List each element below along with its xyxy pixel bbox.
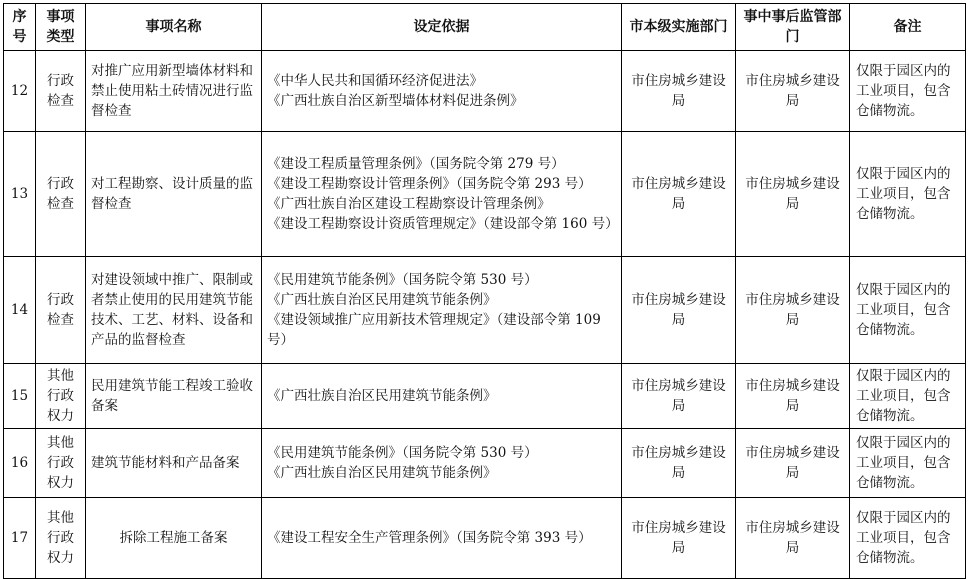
table-row bbox=[4, 132, 966, 257]
basis-cell bbox=[262, 51, 622, 132]
name-cell: 建筑节能材料和产品备案 bbox=[86, 429, 262, 498]
table-row bbox=[4, 257, 966, 364]
basis-cell bbox=[262, 257, 622, 364]
dept-cell: 市住房城乡建设局 bbox=[622, 498, 736, 579]
dept-cell: 市住房城乡建设局 bbox=[622, 132, 736, 257]
table-row bbox=[4, 429, 966, 498]
header-row bbox=[4, 4, 966, 51]
type-cell: 其他行政权力 bbox=[36, 498, 86, 579]
basis-line: 《建设工程勘察设计资质管理规定》（建设部令第 160 号） bbox=[267, 216, 619, 232]
supervise-cell: 市住房城乡建设局 bbox=[736, 498, 850, 579]
type-cell: 行政检查 bbox=[36, 51, 86, 132]
supervise-cell: 市住房城乡建设局 bbox=[736, 51, 850, 132]
header-dept: 市本级实施部门 bbox=[622, 4, 736, 51]
name-cell: 对建设领域中推广、限制或者禁止使用的民用建筑节能技术、工艺、材料、设备和产品的监督检查 bbox=[86, 257, 262, 364]
note-cell: 仅限于园区内的工业项目，包含仓储物流。 bbox=[850, 364, 966, 429]
seq-cell: 15 bbox=[4, 364, 36, 429]
name-cell: 对推广应用新型墙体材料和禁止使用粘土砖情况进行监督检查 bbox=[86, 51, 262, 132]
seq-cell: 17 bbox=[4, 498, 36, 579]
header-note: 备注 bbox=[850, 4, 966, 51]
basis-line: 《民用建筑节能条例》（国务院令第 530 号） bbox=[267, 445, 538, 461]
dept-cell: 市住房城乡建设局 bbox=[622, 51, 736, 132]
seq-cell: 16 bbox=[4, 429, 36, 498]
dept-cell: 市住房城乡建设局 bbox=[622, 257, 736, 364]
header-seq: 序号 bbox=[4, 4, 36, 51]
seq-cell: 13 bbox=[4, 132, 36, 257]
basis-line: 《建设工程质量管理条例》（国务院令第 279 号） bbox=[267, 156, 565, 172]
supervise-cell: 市住房城乡建设局 bbox=[736, 364, 850, 429]
name-cell: 拆除工程施工备案 bbox=[86, 498, 262, 579]
seq-cell: 14 bbox=[4, 257, 36, 364]
note-cell: 仅限于园区内的工业项目，包含仓储物流。 bbox=[850, 51, 966, 132]
basis-line: 《广西壮族自治区新型墙体材料促进条例》 bbox=[267, 93, 524, 109]
basis-line: 《民用建筑节能条例》（国务院令第 530 号） bbox=[267, 272, 538, 288]
basis-line: 《中华人民共和国循环经济促进法》 bbox=[267, 73, 483, 89]
header-name: 事项名称 bbox=[86, 4, 262, 51]
basis-line: 《广西壮族自治区民用建筑节能条例》 bbox=[267, 465, 497, 481]
type-cell: 其他行政权力 bbox=[36, 364, 86, 429]
header-basis: 设定依据 bbox=[262, 4, 622, 51]
basis-line: 《广西壮族自治区民用建筑节能条例》 bbox=[267, 292, 497, 308]
supervise-cell: 市住房城乡建设局 bbox=[736, 257, 850, 364]
basis-line: 《建设工程安全生产管理条例》（国务院令第 393 号） bbox=[267, 530, 592, 546]
dept-cell: 市住房城乡建设局 bbox=[622, 429, 736, 498]
type-cell: 行政检查 bbox=[36, 257, 86, 364]
basis-cell bbox=[262, 364, 622, 429]
table-row bbox=[4, 51, 966, 132]
type-cell: 其他行政权力 bbox=[36, 429, 86, 498]
basis-cell bbox=[262, 498, 622, 579]
basis-line: 《建设领域推广应用新技术管理规定》（建设部令第 109 号） bbox=[267, 312, 601, 348]
name-cell: 民用建筑节能工程竣工验收备案 bbox=[86, 364, 262, 429]
dept-cell: 市住房城乡建设局 bbox=[622, 364, 736, 429]
table-row bbox=[4, 364, 966, 429]
note-cell: 仅限于园区内的工业项目，包含仓储物流。 bbox=[850, 429, 966, 498]
note-cell: 仅限于园区内的工业项目，包含仓储物流。 bbox=[850, 498, 966, 579]
basis-cell bbox=[262, 132, 622, 257]
header-type: 事项类型 bbox=[36, 4, 86, 51]
seq-cell: 12 bbox=[4, 51, 36, 132]
basis-line: 《建设工程勘察设计管理条例》（国务院令第 293 号） bbox=[267, 176, 592, 192]
note-cell: 仅限于园区内的工业项目，包含仓储物流。 bbox=[850, 257, 966, 364]
supervise-cell: 市住房城乡建设局 bbox=[736, 132, 850, 257]
header-supervise: 事中事后监管部门 bbox=[736, 4, 850, 51]
table-row bbox=[4, 498, 966, 579]
supervise-cell: 市住房城乡建设局 bbox=[736, 429, 850, 498]
items-table bbox=[3, 3, 966, 579]
basis-line: 《广西壮族自治区民用建筑节能条例》 bbox=[267, 388, 497, 404]
basis-cell bbox=[262, 429, 622, 498]
type-cell: 行政检查 bbox=[36, 132, 86, 257]
name-cell: 对工程勘察、设计质量的监督检查 bbox=[86, 132, 262, 257]
basis-line: 《广西壮族自治区建设工程勘察设计管理条例》 bbox=[267, 196, 551, 212]
note-cell: 仅限于园区内的工业项目，包含仓储物流。 bbox=[850, 132, 966, 257]
